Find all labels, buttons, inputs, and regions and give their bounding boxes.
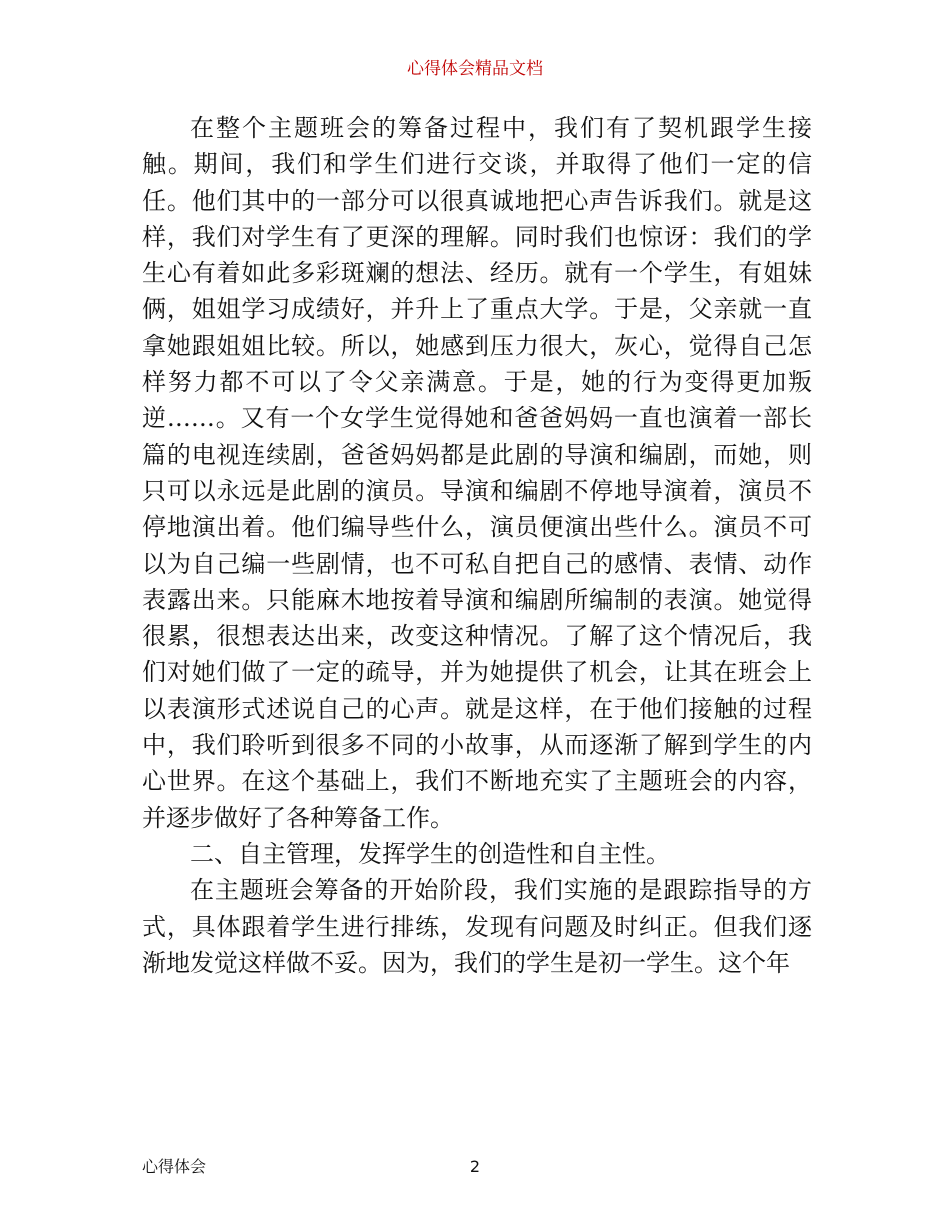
section-heading: 二、自主管理，发挥学生的创造性和自主性。 xyxy=(190,839,670,868)
body-paragraph-1: 在整个主题班会的筹备过程中，我们有了契机跟学生接触。期间，我们和学生们进行交谈，并取得了他们一定的信任。他们其中的一部分可以很真诚地把心声告诉我们。就是这样，我们对学生有了更深的理解。同时我们也惊讶：我们的学生心有着如此多彩斑斓的想法、经历。就有一个学生，有姐妹俩，姐姐学习成绩好，并升上了重点大学。于是，父亲就一直拿她跟姐姐比较。所以，她感到压力很大，灰心，觉得自己怎样努力都不可以了令父亲满意。于是，她的行为变得更加叛逆……。又有一个女学生觉得她和爸爸妈妈一直也演着一部长篇的电视连续剧，爸爸妈妈都是此剧的导演和编剧，而她，则只可以永远是此剧的演员。导演和编剧不停地导演着，演员不停地演出着。他们编导些什么，演员便演出些什么。演员不可以为自己编一些剧情，也不可私自把自己的感情、表情、动作表露出来。只能麻木地按着导演和编剧所编制的表演。她觉得很累，很想表达出来，改变这种情况。了解了这个情况后，我们对她们做了一定的疏导，并为她提供了机会，让其在班会上以表演形式述说自己的心声。就是这样，在于他们接触的过程中，我们聆听到很多不同的小故事，从而逐渐了解到学生的内心世界。在这个基础上，我们不断地充实了主题班会的内容，并逐步做好了各种筹备工作。 xyxy=(142,114,812,832)
footer-label: 心得体会 xyxy=(142,1157,207,1176)
body-paragraph-2: 在主题班会筹备的开始阶段，我们实施的是跟踪指导的方式，具体跟着学生进行排练，发现有问题及时纠正。但我们逐渐地发觉这样做不妥。因为，我们的学生是初一学生。这个年 xyxy=(142,876,812,977)
page-header-title: 心得体会精品文档 xyxy=(407,59,543,79)
page-number: 2 xyxy=(469,1157,481,1176)
document-body xyxy=(142,110,812,981)
